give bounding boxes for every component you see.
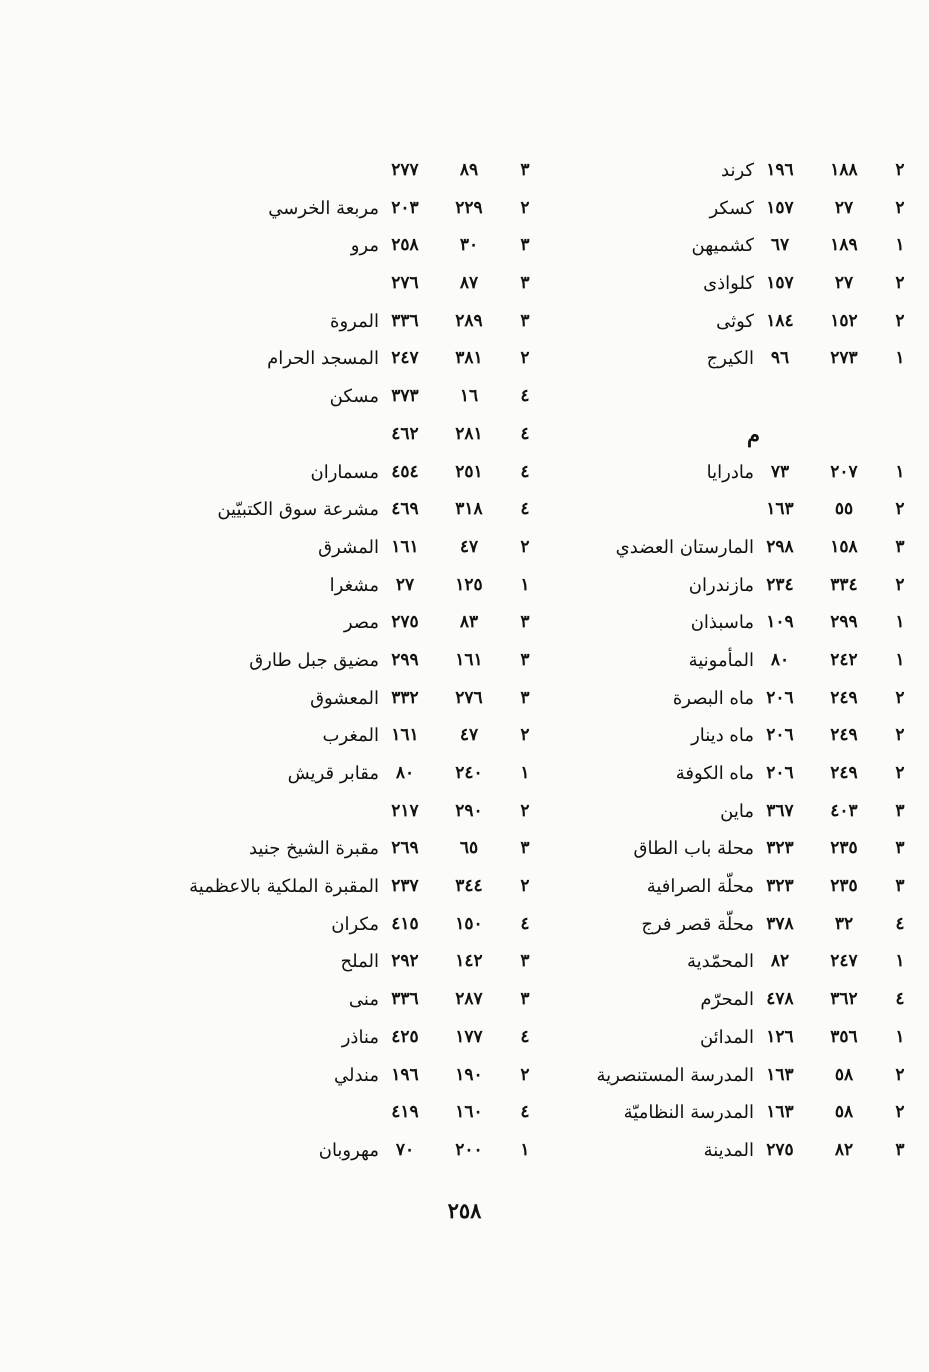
place-name: مقابر قريش <box>287 763 379 784</box>
index-entry <box>470 981 910 1019</box>
page-ref-first: ٢٨٧ <box>455 989 483 1010</box>
volume-number: ٢ <box>895 687 905 708</box>
volume-number: ٣ <box>520 160 530 180</box>
page-ref-first: ١٥٨ <box>830 536 858 557</box>
index-entry <box>470 152 910 190</box>
volume-number: ٢ <box>520 876 530 897</box>
page-ref-first: ٦٥ <box>459 838 479 859</box>
index-entry <box>95 642 535 680</box>
index-entry <box>95 1094 535 1132</box>
page-ref-first: ١٩٠ <box>455 1064 483 1085</box>
place-name: المدينة <box>703 1139 754 1161</box>
volume-number: ٣ <box>520 687 530 708</box>
page-ref-second: ١٥٧ <box>766 273 794 294</box>
page-ref-second: ٢٧ <box>395 574 415 595</box>
place-name: مشغرا <box>329 574 379 596</box>
volume-number: ٣ <box>895 536 905 557</box>
volume-number: ٣ <box>895 1139 905 1160</box>
page-ref-second: ١٥٧ <box>766 197 794 218</box>
index-entry <box>470 717 910 755</box>
page-ref-first: ٣٥٦ <box>830 1026 858 1047</box>
page-ref-second: ٧٠ <box>395 1139 415 1160</box>
place-name: المسجد الحرام <box>267 348 379 370</box>
page-ref-second: ٢٤٧ <box>391 348 419 369</box>
volume-number: ٢ <box>520 348 530 369</box>
index-entry <box>95 604 535 642</box>
index-entry <box>470 227 910 265</box>
section-letter: م <box>746 421 760 447</box>
place-name: ماين <box>720 800 754 822</box>
page-ref-first: ١٨٨ <box>830 160 858 180</box>
index-entry <box>470 830 910 868</box>
place-name: ماه البصرة <box>672 687 754 709</box>
index-entry <box>470 567 910 605</box>
index-entry <box>470 1094 910 1132</box>
page-ref-second: ٣٧٨ <box>766 913 794 934</box>
page-ref-second: ٤٥٤ <box>391 461 419 482</box>
page-ref-first: ٥٨ <box>834 1064 854 1085</box>
page-ref-first: ٢٢٩ <box>455 197 483 218</box>
place-name: مسماران <box>310 461 379 483</box>
index-entry <box>95 378 535 416</box>
volume-number: ٤ <box>520 1026 530 1047</box>
index-entry <box>95 340 535 378</box>
index-entry <box>470 265 910 303</box>
page-ref-second: ٢٩٢ <box>391 951 419 972</box>
page-ref-second: ١٩٦ <box>766 160 794 180</box>
page-ref-second: ١٢٦ <box>766 1026 794 1047</box>
page-ref-second: ١٦١ <box>391 536 419 557</box>
page-ref-second: ٢٠٣ <box>391 197 419 218</box>
index-entry <box>95 868 535 906</box>
volume-number: ١ <box>895 1026 905 1047</box>
page-ref-first: ٤٧ <box>459 725 479 746</box>
index-column-left <box>95 152 535 1170</box>
place-name: المدرسة المستنصرية <box>596 1064 754 1086</box>
volume-number: ٢ <box>895 763 905 783</box>
volume-number: ١ <box>895 649 905 670</box>
place-name: المأمونية <box>688 649 754 671</box>
page-ref-first: ١٤٢ <box>455 951 483 972</box>
page-ref-second: ٨٠ <box>395 763 415 783</box>
place-name: المحرّم <box>700 989 754 1011</box>
index-entry <box>470 906 910 944</box>
page-ref-first: ٤٧ <box>459 536 479 557</box>
page-ref-first: ٢٩٠ <box>455 800 483 821</box>
volume-number: ٢ <box>895 499 905 520</box>
page-ref-first: ١٧٧ <box>455 1026 483 1047</box>
volume-number: ١ <box>520 1139 530 1160</box>
place-name: مادرايا <box>706 461 754 483</box>
place-name: المعشوق <box>310 687 379 709</box>
place-name: كشميهن <box>691 235 754 257</box>
page-ref-first: ٣١٨ <box>455 499 483 520</box>
page-ref-first: ١٦١ <box>455 649 483 670</box>
page-ref-first: ١٥٢ <box>830 310 858 331</box>
page-ref-first: ٢٤٩ <box>830 763 858 783</box>
volume-number: ٤ <box>520 423 530 444</box>
index-column-right <box>470 152 910 1170</box>
index-entry <box>95 981 535 1019</box>
page-ref-second: ٣٣٢ <box>391 687 419 708</box>
place-name: المارستان العضدي <box>615 536 754 558</box>
page-ref-second: ١٦٣ <box>766 499 794 520</box>
page-ref-first: ١٢٥ <box>455 574 483 595</box>
page-ref-second: ٢٩٩ <box>391 649 419 670</box>
page-ref-second: ٨٢ <box>770 951 790 972</box>
place-name: المحمّدية <box>686 951 754 973</box>
page-ref-second: ٣٣٦ <box>391 989 419 1010</box>
place-name: ماسبذان <box>690 612 754 634</box>
page-ref-first: ٨٩ <box>459 160 479 180</box>
volume-number: ٢ <box>895 725 905 746</box>
page-ref-second: ٢٦٩ <box>391 838 419 859</box>
page-ref-second: ٣٧٣ <box>391 386 419 407</box>
volume-number: ٣ <box>895 800 905 821</box>
place-name: المروة <box>330 310 379 332</box>
volume-number: ١ <box>895 235 905 256</box>
page-ref-second: ٤٦٢ <box>391 423 419 444</box>
page-ref-first: ٢٨٩ <box>455 310 483 331</box>
page-ref-second: ٤١٩ <box>391 1102 419 1123</box>
page-ref-first: ٢٨١ <box>455 423 483 444</box>
page-ref-second: ٢٠٦ <box>766 725 794 746</box>
volume-number: ٤ <box>520 913 530 934</box>
page-ref-first: ٥٥ <box>834 499 854 520</box>
place-name: مسكن <box>329 386 379 408</box>
page-ref-second: ٧٣ <box>770 461 790 482</box>
index-entry <box>470 1019 910 1057</box>
place-name: الملح <box>340 951 379 973</box>
page-ref-second: ٨٠ <box>770 649 790 670</box>
place-name: المشرق <box>318 536 379 558</box>
page-ref-second: ٩٦ <box>770 348 790 369</box>
page-ref-second: ٢٧٥ <box>391 612 419 633</box>
index-entry <box>470 378 910 416</box>
volume-number: ١ <box>895 348 905 369</box>
index-entry <box>95 416 535 454</box>
volume-number: ٢ <box>895 197 905 218</box>
index-entry <box>470 529 910 567</box>
page-ref-first: ٢٤٧ <box>830 951 858 972</box>
index-entry <box>470 491 910 529</box>
page-ref-second: ٤٦٩ <box>391 499 419 520</box>
volume-number: ٢ <box>520 197 530 218</box>
page-ref-first: ٢٤٩ <box>830 687 858 708</box>
place-name: كسكر <box>709 197 754 219</box>
place-name: المدرسة النظاميّة <box>623 1102 754 1124</box>
index-entry <box>470 793 910 831</box>
index-entry <box>95 303 535 341</box>
place-name: كوثى <box>716 310 754 332</box>
page-ref-second: ٣٢٣ <box>766 838 794 859</box>
page-ref-first: ٣٨١ <box>455 348 483 369</box>
page-ref-second: ٣٢٣ <box>766 876 794 897</box>
place-name: مربعة الخرسي <box>268 197 379 219</box>
page-ref-first: ٣٤٤ <box>455 876 483 897</box>
page-ref-second: ٣٦٧ <box>766 800 794 821</box>
page-ref-first: ٢٧ <box>834 197 854 218</box>
page-ref-second: ٢٣٤ <box>766 574 794 595</box>
index-entry <box>470 454 910 492</box>
index-entry <box>95 1057 535 1095</box>
page-ref-first: ٢٤٩ <box>830 725 858 746</box>
page-ref-second: ١٦١ <box>391 725 419 746</box>
page-ref-first: ٢٧٦ <box>455 687 483 708</box>
place-name: المدائن <box>699 1026 754 1048</box>
page-ref-first: ٨٧ <box>459 273 479 294</box>
page-ref-second: ٤٧٨ <box>766 989 794 1010</box>
page-ref-first: ٨٣ <box>459 612 479 633</box>
place-name: مناذر <box>341 1026 379 1048</box>
volume-number: ٣ <box>520 951 530 972</box>
volume-number: ٢ <box>895 160 905 180</box>
page-ref-second: ٢٧٦ <box>391 273 419 294</box>
place-name: مشرعة سوق الكتبيّين <box>217 499 379 521</box>
volume-number: ٣ <box>520 273 530 294</box>
page-ref-first: ٣٠ <box>459 235 479 256</box>
volume-number: ٢ <box>895 310 905 331</box>
place-name: الكيرج <box>706 348 754 370</box>
volume-number: ٤ <box>520 1102 530 1123</box>
index-entry <box>95 190 535 228</box>
volume-number: ٤ <box>895 913 905 934</box>
index-entry <box>95 906 535 944</box>
volume-number: ٣ <box>520 235 530 256</box>
place-name: مضيق جبل طارق <box>249 649 379 671</box>
volume-number: ٢ <box>520 800 530 821</box>
page-ref-first: ١٨٩ <box>830 235 858 256</box>
page-ref-first: ٢٠٠ <box>455 1139 483 1160</box>
place-name: مندلي <box>333 1064 379 1086</box>
page-ref-first: ١٦٠ <box>455 1102 483 1123</box>
index-entry <box>95 227 535 265</box>
index-entry <box>95 529 535 567</box>
place-name: كلواذى <box>703 273 754 295</box>
volume-number: ٣ <box>520 838 530 859</box>
page-ref-second: ٢٧٥ <box>766 1139 794 1160</box>
page-ref-first: ١٦ <box>459 386 479 407</box>
index-entry <box>470 868 910 906</box>
page-ref-first: ٢٤٢ <box>830 649 858 670</box>
place-name: ماه دينار <box>691 725 754 747</box>
place-name: محلّة الصرافية <box>646 876 754 898</box>
page-number: ٢٥٨ <box>447 1198 482 1223</box>
index-entry <box>470 340 910 378</box>
index-entry <box>95 793 535 831</box>
page-ref-first: ٢٣٥ <box>830 876 858 897</box>
place-name: مهروبان <box>318 1139 379 1161</box>
page-ref-first: ٢٤٠ <box>455 763 483 783</box>
page-ref-first: ٥٨ <box>834 1102 854 1123</box>
index-entry <box>95 943 535 981</box>
index-entry <box>470 680 910 718</box>
page-ref-second: ١٠٩ <box>766 612 794 633</box>
index-entry <box>95 454 535 492</box>
page-ref-first: ٣٣٤ <box>830 574 858 595</box>
volume-number: ٣ <box>895 876 905 897</box>
place-name: مكران <box>331 913 379 935</box>
volume-number: ٢ <box>520 1064 530 1085</box>
volume-number: ٢ <box>520 536 530 557</box>
volume-number: ٣ <box>520 612 530 633</box>
page-ref-second: ١٦٣ <box>766 1064 794 1085</box>
volume-number: ١ <box>520 763 530 783</box>
place-name: المقبرة الملكية بالاعظمية <box>189 876 379 898</box>
page-ref-first: ٢٠٧ <box>830 461 858 482</box>
page-ref-second: ٢٩٨ <box>766 536 794 557</box>
index-entry <box>470 943 910 981</box>
page-ref-second: ١٨٤ <box>766 310 794 331</box>
place-name: مصر <box>343 612 379 634</box>
page-ref-first: ٢٣٥ <box>830 838 858 859</box>
page-ref-second: ٢٣٧ <box>391 876 419 897</box>
volume-number: ٢ <box>895 273 905 294</box>
page-ref-first: ٢٩٩ <box>830 612 858 633</box>
index-entry <box>95 491 535 529</box>
page-ref-second: ٢٠٦ <box>766 763 794 783</box>
page-ref-first: ١٥٠ <box>455 913 483 934</box>
place-name: محلة باب الطاق <box>633 838 754 860</box>
volume-number: ٣ <box>520 649 530 670</box>
volume-number: ٢ <box>895 1064 905 1085</box>
page-ref-first: ٢٥١ <box>455 461 483 482</box>
index-entry <box>95 1019 535 1057</box>
place-name: كرند <box>721 160 754 181</box>
volume-number: ٤ <box>520 499 530 520</box>
place-name: مرو <box>350 235 379 257</box>
index-entry <box>95 680 535 718</box>
index-entry <box>95 1132 535 1170</box>
volume-number: ١ <box>895 461 905 482</box>
page-ref-first: ٣٦٢ <box>830 989 858 1010</box>
page-ref-second: ٣٣٦ <box>391 310 419 331</box>
page-ref-second: ٢٥٨ <box>391 235 419 256</box>
index-entry <box>470 190 910 228</box>
volume-number: ٣ <box>520 989 530 1010</box>
volume-number: ٣ <box>895 838 905 859</box>
volume-number: ٢ <box>895 1102 905 1123</box>
page-ref-second: ١٦٣ <box>766 1102 794 1123</box>
page-ref-second: ٢١٧ <box>391 800 419 821</box>
place-name: مقبرة الشيخ جنيد <box>248 838 379 860</box>
volume-number: ١ <box>895 612 905 633</box>
volume-number: ٤ <box>895 989 905 1010</box>
page-ref-second: ٤١٥ <box>391 913 419 934</box>
index-entry <box>470 755 910 793</box>
volume-number: ١ <box>520 574 530 595</box>
index-entry <box>470 1057 910 1095</box>
index-entry <box>95 755 535 793</box>
page-ref-second: ٢٧٧ <box>391 160 419 180</box>
page-ref-second: ١٩٦ <box>391 1064 419 1085</box>
page-ref-second: ٢٠٦ <box>766 687 794 708</box>
place-name: مازندران <box>688 574 754 596</box>
page-ref-first: ٣٢ <box>834 913 854 934</box>
page-ref-first: ٨٢ <box>834 1139 854 1160</box>
page-ref-second: ٤٢٥ <box>391 1026 419 1047</box>
place-name: المغرب <box>322 725 379 747</box>
index-entry <box>95 717 535 755</box>
index-entry <box>95 265 535 303</box>
place-name: ماه الكوفة <box>675 763 754 784</box>
section-letter-row <box>470 416 910 454</box>
volume-number: ٣ <box>520 310 530 331</box>
page-ref-first: ٢٧٣ <box>830 348 858 369</box>
volume-number: ١ <box>895 951 905 972</box>
index-entry <box>95 830 535 868</box>
page-ref-first: ٢٧ <box>834 273 854 294</box>
index-entry <box>95 152 535 190</box>
index-entry <box>470 1132 910 1170</box>
place-name: منى <box>348 989 379 1011</box>
place-name: محلّة قصر فرج <box>641 913 754 935</box>
index-entry <box>95 567 535 605</box>
index-entry <box>470 642 910 680</box>
volume-number: ٢ <box>895 574 905 595</box>
volume-number: ٤ <box>520 386 530 407</box>
page-ref-second: ٦٧ <box>770 235 790 256</box>
volume-number: ٢ <box>520 725 530 746</box>
index-entry <box>470 303 910 341</box>
volume-number: ٤ <box>520 461 530 482</box>
page-ref-first: ٤٠٣ <box>830 800 858 821</box>
index-entry <box>470 604 910 642</box>
